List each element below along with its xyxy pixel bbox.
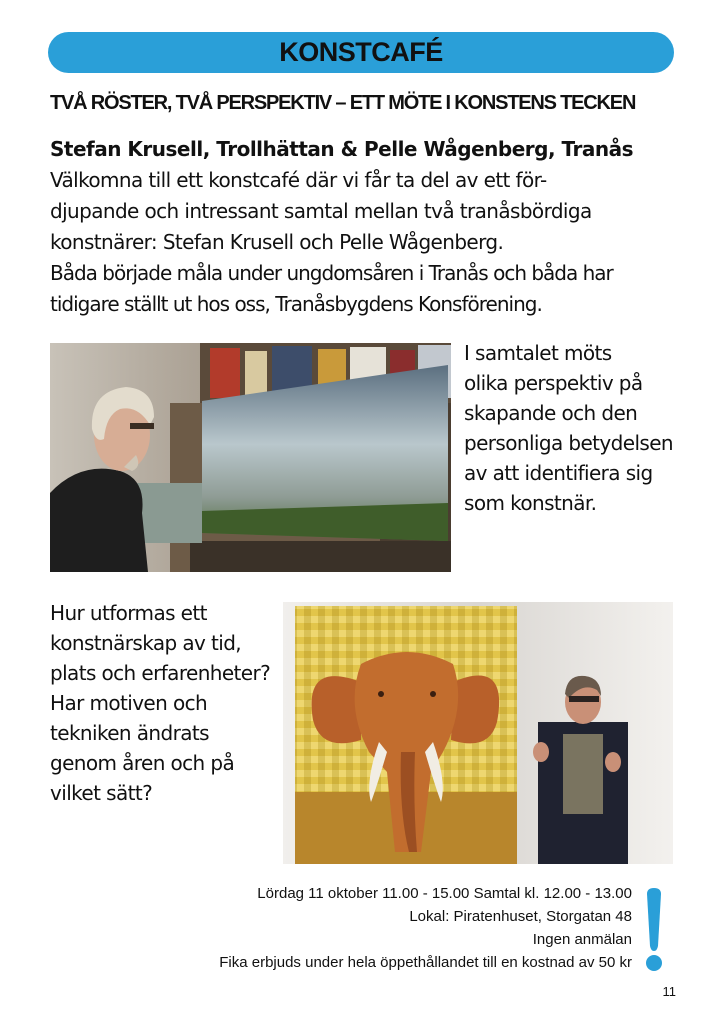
page-number: 11 bbox=[662, 984, 676, 999]
title-banner bbox=[48, 32, 674, 73]
page-title: KONSTCAFÉ bbox=[279, 37, 443, 67]
perspective-text bbox=[464, 338, 684, 518]
intro-line: tidigare ställt ut hos oss, Tranåsbygdens Konsförening. bbox=[50, 292, 542, 316]
text-line: Har motiven och bbox=[50, 691, 208, 715]
text-line: olika perspektiv på bbox=[464, 371, 643, 395]
registration-note: Ingen anmälan bbox=[532, 931, 632, 948]
artist-studio-photo bbox=[50, 343, 451, 572]
intro-line: konstnärer: Stefan Krusell och Pelle Wågenberg. bbox=[50, 230, 504, 254]
event-time: Lördag 11 oktober 11.00 - 15.00 Samtal kl. 12.00 - 13.00 bbox=[257, 885, 632, 902]
elephant-painting-photo bbox=[283, 602, 673, 864]
text-line: personliga betydelsen bbox=[464, 431, 674, 455]
text-line: skapande och den bbox=[464, 401, 638, 425]
text-line: I samtalet möts bbox=[464, 341, 612, 365]
artist-studio-illustration bbox=[50, 343, 451, 572]
text-line: av att identifiera sig bbox=[464, 461, 653, 485]
event-details bbox=[100, 882, 632, 974]
elephant-painting-illustration bbox=[283, 602, 673, 864]
text-line: genom åren och på bbox=[50, 751, 235, 775]
questions-text bbox=[50, 598, 285, 808]
text-line: som konstnär. bbox=[464, 491, 597, 515]
text-line: plats och erfarenheter? bbox=[50, 661, 271, 685]
intro-line: Båda började måla under ungdomsåren i Tranås och båda har bbox=[50, 261, 613, 285]
text-line: Hur utformas ett bbox=[50, 601, 207, 625]
text-line: vilket sätt? bbox=[50, 781, 153, 805]
text-line: tekniken ändrats bbox=[50, 721, 209, 745]
intro-block bbox=[50, 134, 680, 320]
text-line: konstnärskap av tid, bbox=[50, 631, 242, 655]
artist-names: Stefan Krusell, Trollhättan & Pelle Wågenberg, Tranås bbox=[50, 137, 633, 161]
intro-line: djupande och intressant samtal mellan två tranåsbördiga bbox=[50, 199, 592, 223]
exclamation-icon bbox=[644, 888, 664, 972]
intro-line: Välkomna till ett konstcafé där vi får ta del av ett för- bbox=[50, 168, 547, 192]
fika-note: Fika erbjuds under hela öppethållandet till en kostnad av 50 kr bbox=[219, 954, 632, 971]
event-venue: Lokal: Piratenhuset, Storgatan 48 bbox=[409, 908, 632, 925]
event-subtitle: TVÅ RÖSTER, TVÅ PERSPEKTIV – ETT MÖTE I KONSTENS TECKEN bbox=[50, 92, 636, 114]
